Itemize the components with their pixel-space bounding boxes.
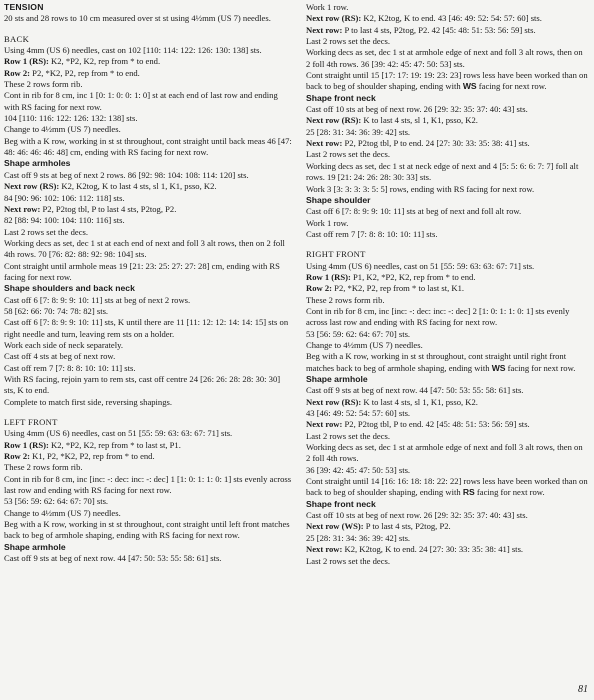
back-row-2: Row 2: P2, *K2, P2, rep from * to end. <box>4 67 140 78</box>
tension-text: 20 sts and 28 rows to 10 cm measured over st st using 4½mm (US 7) needles. <box>4 13 271 24</box>
rf-nr1: Next row (RS): K to last 4 sts, sl 1, K1, psso, K2. <box>306 396 478 407</box>
rf-nr1-count: 43 [46: 49: 52: 54: 57: 60] sts. <box>306 408 411 419</box>
work-each-side: Work each side of neck separately. <box>4 339 124 350</box>
row-label: Row 2: <box>4 67 31 78</box>
lf-shape-armhole-heading: Shape armhole <box>4 541 66 552</box>
sh-cast-off: Cast off 6 [7: 8: 9: 9: 10: 11] sts at beg of next and foll alt row. <box>306 206 522 217</box>
back-row-1: Row 1 (RS): K2, *P2, K2, rep from * to end. <box>4 56 161 67</box>
cast-off-rem-r: Cast off rem 7 [7: 8: 8: 10: 10: 11] sts. <box>306 228 438 239</box>
rs-facing: With RS facing, rejoin yarn to rem sts, cast off centre 24 [26: 26: 28: 28: 30: 30] sts, K to end. <box>4 374 281 396</box>
lf-rib-cont: Cont in rib for 8 cm, inc [inc: -: dec: inc: -: dec] 1 [1: 0: 1: 1: 0: 1] sts evenly across last row and ending with RS facing for next row. <box>4 473 292 496</box>
nr2: Next row: P to last 4 sts, P2tog, P2. 42 [45: 48: 51: 53: 56: 59] sts. <box>306 24 536 35</box>
rf-last-2: Last 2 rows set the decs. <box>306 430 391 441</box>
left-column <box>4 2 292 565</box>
rf-beg: Beg with a K row, working in st st throughout, cont straight until right front matches back to beg of armhole shaping, ending with WS facing for next row. <box>306 351 576 373</box>
armhole-cast-off: Cast off 9 sts at beg of next 2 rows. 86 [92: 98: 104: 108: 114: 120] sts. <box>4 169 249 180</box>
count-58: 58 [62: 66: 70: 74: 78: 82] sts. <box>4 305 109 316</box>
rf-cast-on: Using 4mm (US 6) needles, cast on 51 [55: 59: 63: 63: 67: 71] sts. <box>306 260 535 271</box>
rf-rib-cont: Cont in rib for 8 cm, inc [inc: -: dec: inc: -: dec] 2 [1: 0: 1: 1: 0: 1] sts evenly across last row and ending with RS facing for next row. <box>306 305 570 328</box>
rf-cast-off: Cast off 9 sts at beg of next row. 44 [47: 50: 53: 55: 58: 61] sts. <box>306 385 524 396</box>
next-row: Next row: P2, P2tog tbl, P to last 4 sts, P2tog, P2. <box>4 203 177 214</box>
lf-row-2: Row 2: K1, P2, *K2, P2, rep from * to end. <box>4 451 155 462</box>
rf-cont: Cont straight until 14 [16: 16: 18: 18: 22: 22] rows less have been worked than on back to beg of shoulder shaping, ending with RS facing for next row. <box>306 476 588 498</box>
cast-off-4: Cast off 4 sts at beg of next row. <box>4 351 116 362</box>
next-row-count: 82 [88: 94: 100: 104: 110: 116] sts. <box>4 215 125 226</box>
rf-rib-rows: These 2 rows form rib. <box>306 294 385 305</box>
working-decs: Working decs as set, dec 1 st at each end of next and foll 3 alt rows, then on 2 foll 4th rows. 70 [76: 82: 88: 92: 98: 104] sts. <box>4 237 285 260</box>
working-decs-b: Working decs as set, dec 1 st at neck edge of next and 4 [5: 5: 6: 6: 7: 7] foll alt rows. 19 [21: 24: 26: 28: 30: 33] sts. <box>306 160 579 183</box>
rib-counts: 104 [110: 116: 122: 126: 132: 138] sts. <box>4 113 138 124</box>
nr3: Next row (RS): K to last 4 sts, sl 1, K1, psso, K2. <box>306 115 478 126</box>
lf-rib-rows: These 2 rows form rib. <box>4 462 83 473</box>
complete: Complete to match first side, reversing shapings. <box>4 396 173 407</box>
lf-cast-off: Cast off 9 sts at beg of next row. 44 [47: 50: 53: 55: 58: 61] sts. <box>4 553 222 564</box>
cont-straight: Cont straight until armhole meas 19 [21: 23: 25: 27: 27: 28] cm, ending with RS facing for next row. <box>4 260 280 282</box>
rf-nr4: Next row: K2, K2tog, K to end. 24 [27: 30: 33: 35: 38: 41] sts. <box>306 544 524 555</box>
rf-nr2: Next row: P2, P2tog tbl, P to end. 42 [45: 48: 51: 53: 56: 59] sts. <box>306 419 530 430</box>
lf-change: Change to 4½mm (US 7) needles. <box>4 507 121 518</box>
rf-working: Working decs as set, dec 1 st at armhole edge of next and foll 3 alt rows, then on 2 foll 4th rows. <box>306 442 583 464</box>
cont-straight-r: Cont straight until 15 [17: 17: 19: 19: 23: 23] rows less have been worked than on back to beg of shoulder shaping, ending with WS facing for next row. <box>306 70 588 92</box>
count-25: 25 [28: 31: 34: 36: 39: 42] sts. <box>306 126 411 137</box>
cast-off-rem: Cast off rem 7 [7: 8: 8: 10: 10: 11] sts. <box>4 362 136 373</box>
last-2-rows: Last 2 rows set the decs. <box>4 226 89 237</box>
rf-change: Change to 4½mm (US 7) needles. <box>306 339 423 350</box>
lf-row-1: Row 1 (RS): K2, *P2, K2, rep from * to last st, P1. <box>4 439 181 450</box>
row-label: Row 1 (RS): <box>4 56 49 67</box>
rib-rows: These 2 rows form rib. <box>4 79 83 90</box>
rib-cont: Cont in rib for 8 cm, inc 1 [0: 1: 0: 0: 1: 0] st at each end of last row and ending with RS facing for next row. <box>4 90 278 112</box>
work-1-row-b: Work 1 row. <box>306 217 349 228</box>
last-2b: Last 2 rows set the decs. <box>306 149 391 160</box>
left-front-heading: LEFT FRONT <box>4 417 58 428</box>
rf-shape-armhole-heading: Shape armhole <box>306 374 368 384</box>
next-row-rs: Next row (RS): K2, K2tog, K to last 4 sts, sl 1, K1, psso, K2. <box>4 181 217 192</box>
rf-row-2: Row 2: P2, *K2, P2, rep from * to last st, K1. <box>306 283 465 294</box>
back-cast-on: Using 4mm (US 6) needles, cast on 102 [110: 114: 122: 126: 130: 138] sts. <box>4 45 262 56</box>
right-front-heading: RIGHT FRONT <box>306 249 366 260</box>
nr4: Next row: P2, P2tog tbl, P to end. 24 [27: 30: 33: 35: 38: 41] sts. <box>306 138 530 149</box>
lf-beg: Beg with a K row, working in st st throughout, cont straight until left front matches back to beg of armhole shaping, ending with RS facing for next row. <box>4 519 290 541</box>
cast-off-knit: Cast off 6 [7: 8: 9: 9: 10: 11] sts, K until there are 11 [11: 12: 12: 14: 14: 15] sts on right needle and turn, leaving rem sts on a holder. <box>4 317 289 339</box>
rf-count: 53 [56: 59: 62: 64: 67: 70] sts. <box>306 328 411 339</box>
back-heading: BACK <box>4 33 30 44</box>
rf-last-2b: Last 2 rows set the decs. <box>306 555 391 566</box>
work-1-row: Work 1 row. <box>306 2 349 12</box>
shape-front-neck-heading: Shape front neck <box>306 92 376 103</box>
cast-off-10: Cast off 10 sts at beg of next row. 26 [29: 32: 35: 37: 40: 43] sts. <box>306 104 528 115</box>
last-2: Last 2 rows set the decs. <box>306 36 391 47</box>
tension-heading: TENSION <box>4 2 44 12</box>
work-3: Work 3 [3: 3: 3: 3: 5: 5] rows, ending with RS facing for next row. <box>306 183 535 194</box>
page-number: 81 <box>578 683 588 695</box>
change-needles: Change to 4½mm (US 7) needles. <box>4 124 121 135</box>
shape-shoulder-heading: Shape shoulder <box>306 194 371 205</box>
rf-shape-front-neck-heading: Shape front neck <box>306 498 376 509</box>
rf-count-36: 36 [39: 42: 45: 47: 50: 53] sts. <box>306 464 411 475</box>
cast-off-6: Cast off 6 [7: 8: 9: 9: 10: 11] sts at beg of next 2 rows. <box>4 294 191 305</box>
lf-cast-on: Using 4mm (US 6) needles, cast on 51 [55: 59: 63: 63: 67: 71] sts. <box>4 428 233 439</box>
working-decs-r: Working decs as set, dec 1 st at armhole edge of next and foll 3 alt rows, then on 2 foll 4th rows. 36 [39: 42: 45: 47: 50: 53] sts. <box>306 47 583 69</box>
shape-shoulders-heading: Shape shoulders and back neck <box>4 283 135 294</box>
right-column <box>306 2 588 567</box>
beg-k-row: Beg with a K row, working in st st throughout, cont straight until back meas 46 [47: 48: 46: 46: 46: 48] cm, ending with RS facing for next row. <box>4 135 292 158</box>
rf-row-1: Row 1 (RS): P1, K2, *P2, K2, rep from * to end. <box>306 271 476 282</box>
rf-nr3: Next row (WS): P to last 4 sts, P2tog, P2. <box>306 521 451 532</box>
rf-neck-cast-off: Cast off 10 sts at beg of next row. 26 [29: 32: 35: 37: 40: 43] sts. <box>306 510 528 521</box>
shape-armholes-heading: Shape armholes <box>4 158 71 169</box>
nr1: Next row (RS): K2, K2tog, K to end. 43 [46: 49: 52: 54: 57: 60] sts. <box>306 13 542 24</box>
lf-count: 53 [56: 59: 62: 64: 67: 70] sts. <box>4 496 109 507</box>
rf-count-25: 25 [28: 31: 34: 36: 39: 42] sts. <box>306 532 411 543</box>
next-row-rs-count: 84 [90: 96: 102: 106: 112: 118] sts. <box>4 192 125 203</box>
